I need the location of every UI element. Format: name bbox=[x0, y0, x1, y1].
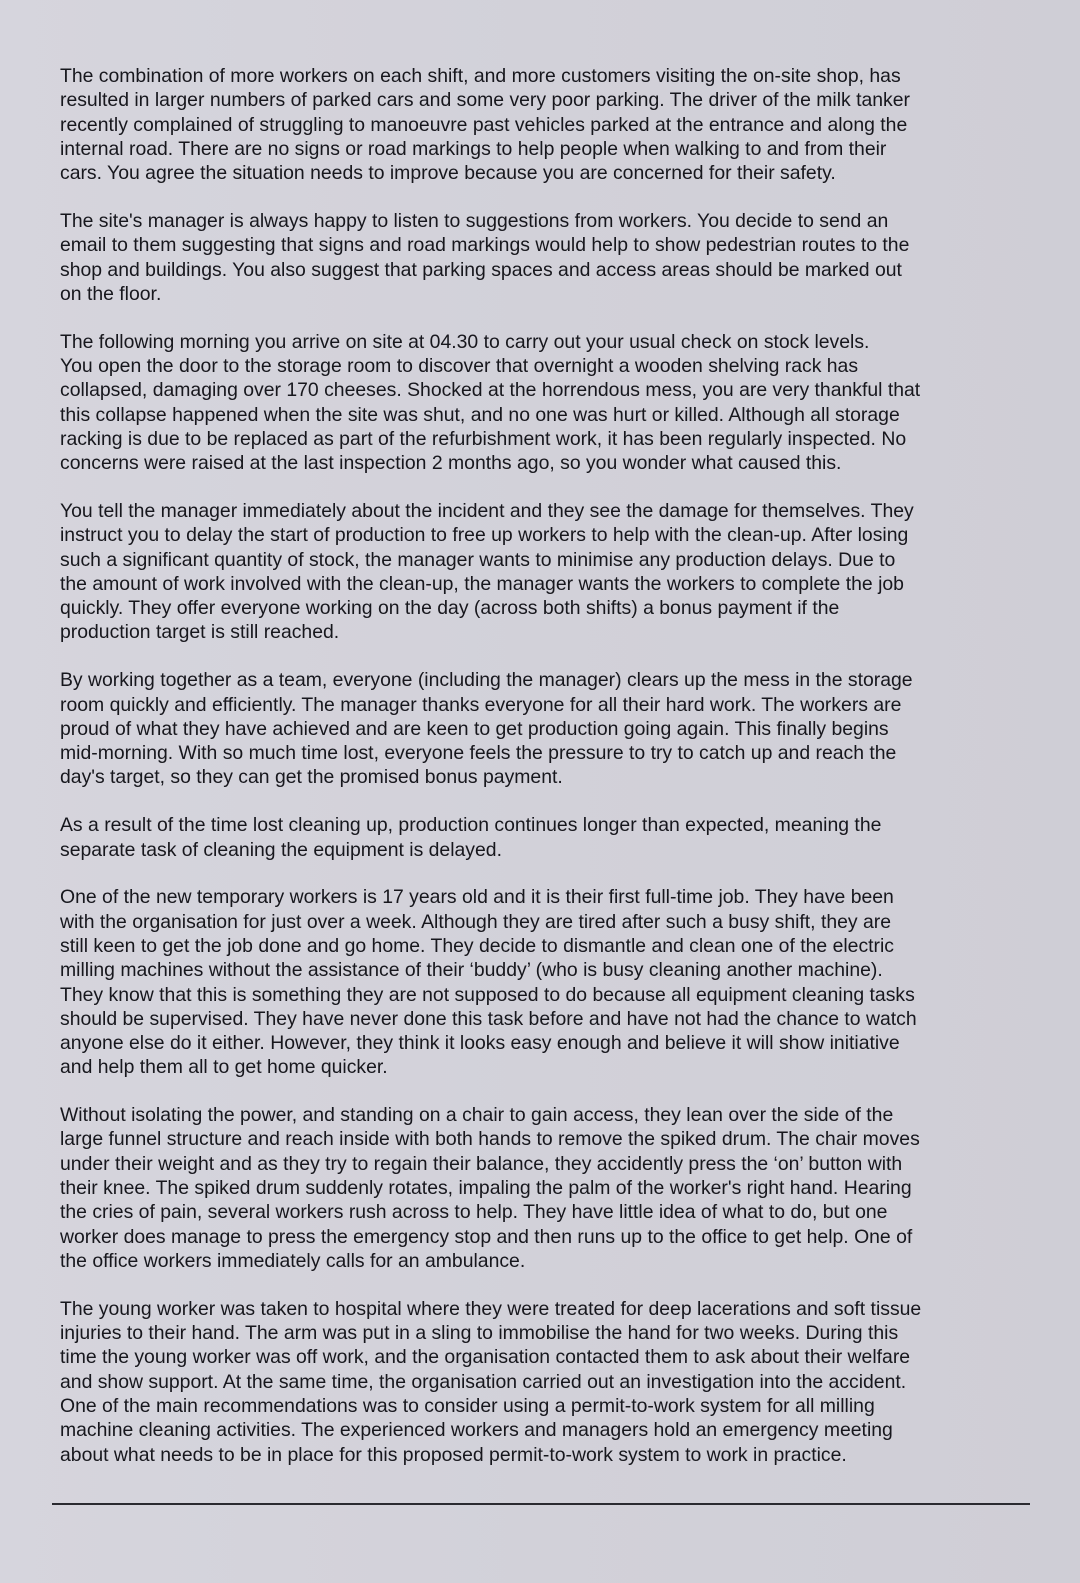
text-line: should be supervised. They have never done this task before and have not had the chance to watch bbox=[60, 1007, 917, 1030]
text-line: email to them suggesting that signs and road markings would help to show pedestrian routes to the bbox=[60, 234, 910, 257]
paragraph bbox=[60, 64, 1014, 185]
text-line: day's target, so they can get the promised bonus payment. bbox=[60, 766, 563, 789]
text-line: room quickly and efficiently. The manager thanks everyone for all their hard work. The workers are bbox=[60, 693, 902, 716]
text-line: still keen to get the job done and go home. They decide to dismantle and clean one of the electric bbox=[60, 934, 894, 957]
text-line: recently complained of struggling to manoeuvre past vehicles parked at the entrance and along the bbox=[60, 113, 908, 136]
text-line: The combination of more workers on each shift, and more customers visiting the on-site shop, has bbox=[60, 65, 901, 87]
text-line: with the organisation for just over a week. Although they are tired after such a busy shift, they are bbox=[60, 910, 892, 933]
text-line: production target is still reached. bbox=[60, 621, 340, 644]
text-line: worker does manage to press the emergency stop and then runs up to the office to get help. One of bbox=[60, 1225, 913, 1248]
text-line: time the young worker was off work, and the organisation contacted them to ask about their welfare bbox=[60, 1346, 911, 1369]
text-line: about what needs to be in place for this proposed permit-to-work system to work in practice. bbox=[60, 1443, 847, 1466]
text-line: this collapse happened when the site was shut, and no one was hurt or killed. Although all storage bbox=[60, 403, 900, 426]
text-line: anyone else do it either. However, they think it looks easy enough and believe it will show initiative bbox=[60, 1032, 900, 1055]
text-line: on the floor. bbox=[60, 282, 162, 305]
text-line: the office workers immediately calls for an ambulance. bbox=[60, 1249, 526, 1272]
text-line: separate task of cleaning the equipment is delayed. bbox=[60, 838, 502, 861]
text-line: internal road. There are no signs or road markings to help people when walking to and from their bbox=[60, 137, 887, 160]
text-line: instruct you to delay the start of production to free up workers to help with the clean-up. After losing bbox=[60, 524, 909, 547]
text-line: machine cleaning activities. The experienced workers and managers hold an emergency meeting bbox=[60, 1419, 893, 1442]
text-line: concerns were raised at the last inspection 2 months ago, so you wonder what caused this. bbox=[60, 452, 842, 475]
text-line: large funnel structure and reach inside with both hands to remove the spiked drum. The chair moves bbox=[60, 1128, 920, 1151]
bottom-rule bbox=[52, 1503, 1030, 1505]
paragraph bbox=[60, 209, 1014, 306]
text-line: their knee. The spiked drum suddenly rotates, impaling the palm of the worker's right hand. Hearing bbox=[60, 1177, 912, 1200]
text-line: shop and buildings. You also suggest that parking spaces and access areas should be marked out bbox=[60, 258, 902, 281]
text-line: collapsed, damaging over 170 cheeses. Shocked at the horrendous mess, you are very thankful that bbox=[60, 379, 921, 402]
paragraph bbox=[60, 1103, 1014, 1273]
text-line: One of the main recommendations was to consider using a permit-to-work system for all milling bbox=[60, 1394, 875, 1417]
document-body bbox=[60, 64, 1014, 1467]
text-line: milling machines without the assistance of their ‘buddy’ (who is busy cleaning another machine). bbox=[60, 959, 883, 982]
text-line: quickly. They offer everyone working on the day (across both shifts) a bonus payment if the bbox=[60, 597, 840, 620]
paragraph bbox=[60, 499, 1014, 645]
text-line: such a significant quantity of stock, the manager wants to minimise any production delays. Due to bbox=[60, 548, 896, 571]
text-line: and help them all to get home quicker. bbox=[60, 1056, 388, 1079]
paragraph bbox=[60, 668, 1014, 789]
text-line: By working together as a team, everyone (including the manager) clears up the mess in the storage bbox=[60, 669, 913, 692]
text-line: resulted in larger numbers of parked cars and some very poor parking. The driver of the milk tanker bbox=[60, 89, 910, 112]
text-line: injuries to their hand. The arm was put in a sling to immobilise the hand for two weeks. During this bbox=[60, 1322, 899, 1345]
paragraph bbox=[60, 1297, 1014, 1467]
paragraph bbox=[60, 330, 1014, 476]
text-line: You open the door to the storage room to discover that overnight a wooden shelving rack has bbox=[60, 354, 859, 377]
text-line: As a result of the time lost cleaning up, production continues longer than expected, meaning the bbox=[60, 814, 882, 837]
paragraph bbox=[60, 885, 1014, 1079]
text-line: proud of what they have achieved and are keen to get production going again. This finally begins bbox=[60, 717, 889, 740]
text-line: The following morning you arrive on site at 04.30 to carry out your usual check on stock levels. bbox=[60, 330, 870, 353]
text-line: The site's manager is always happy to listen to suggestions from workers. You decide to send an bbox=[60, 209, 889, 232]
text-line: You tell the manager immediately about the incident and they see the damage for themselves. They bbox=[60, 499, 914, 522]
text-line: the cries of pain, several workers rush across to help. They have little idea of what to do, but one bbox=[60, 1201, 888, 1224]
paragraph bbox=[60, 813, 1014, 862]
text-line: mid-morning. With so much time lost, everyone feels the pressure to try to catch up and reach the bbox=[60, 742, 897, 765]
text-line: racking is due to be replaced as part of the refurbishment work, it has been regularly inspected. No bbox=[60, 427, 907, 450]
text-line: cars. You agree the situation needs to improve because you are concerned for their safety. bbox=[60, 162, 836, 185]
text-line: under their weight and as they try to regain their balance, they accidently press the ‘on’ button with bbox=[60, 1152, 903, 1175]
text-line: One of the new temporary workers is 17 years old and it is their first full-time job. They have been bbox=[60, 886, 894, 909]
text-line: They know that this is something they are not supposed to do because all equipment cleaning tasks bbox=[60, 983, 915, 1006]
text-line: The young worker was taken to hospital where they were treated for deep lacerations and soft tissue bbox=[60, 1297, 922, 1320]
text-line: and show support. At the same time, the organisation carried out an investigation into the accident. bbox=[60, 1370, 907, 1393]
text-line: Without isolating the power, and standing on a chair to gain access, they lean over the side of the bbox=[60, 1104, 894, 1127]
text-line: the amount of work involved with the clean-up, the manager wants the workers to complete the job bbox=[60, 572, 904, 595]
